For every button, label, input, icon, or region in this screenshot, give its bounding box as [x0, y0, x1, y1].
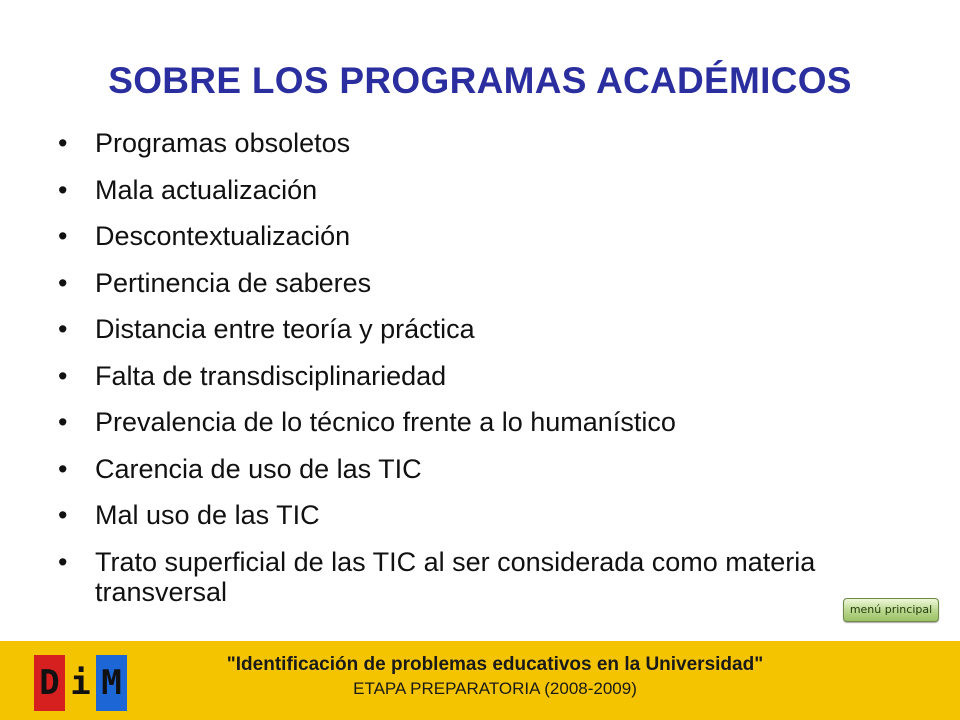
bullet-dot-icon: •	[58, 546, 68, 577]
bullet-dot-icon: •	[58, 360, 68, 391]
bullet-item	[58, 268, 938, 298]
bullet-text: Programas obsoletos	[95, 128, 351, 158]
bullet-text: Pertinencia de saberes	[95, 267, 372, 298]
bullet-text: Descontextualización	[95, 221, 351, 251]
bullet-text: Mala actualización	[95, 174, 318, 205]
bullet-list	[58, 128, 938, 623]
bullet-text: Prevalencia de lo técnico frente a lo humanístico	[95, 407, 676, 437]
bullet-text: Trato superficial de las TIC al ser considerada como materia transversal	[95, 546, 816, 607]
bullet-item	[58, 175, 938, 205]
bullet-dot-icon: •	[58, 453, 68, 484]
slide-title: SOBRE LOS PROGRAMAS ACADÉMICOS	[108, 60, 852, 101]
logo-letter-i: i	[65, 655, 96, 711]
bullet-item	[58, 500, 938, 530]
logo-letter-m: M	[96, 655, 127, 711]
bullet-text: Falta de transdisciplinariedad	[95, 360, 447, 391]
logo-letter-d: D	[34, 655, 65, 711]
bullet-dot-icon: •	[58, 267, 68, 298]
footer-project-title: "Identificación de problemas educativos en la Universidad"	[226, 654, 764, 675]
bullet-dot-icon: •	[58, 407, 68, 437]
bullet-item	[58, 407, 938, 437]
bullet-text: Mal uso de las TIC	[95, 500, 320, 530]
dim-logo	[34, 655, 127, 711]
bullet-item	[58, 314, 938, 344]
footer-stage-text: ETAPA PREPARATORIA (2008-2009)	[353, 679, 637, 698]
bullet-dot-icon: •	[58, 174, 68, 205]
bullet-text: Carencia de uso de las TIC	[95, 453, 422, 484]
bullet-text: Distancia entre teoría y práctica	[95, 314, 475, 344]
bullet-item	[58, 221, 938, 251]
bullet-item	[58, 128, 938, 158]
bullet-dot-icon: •	[58, 500, 68, 530]
bullet-dot-icon: •	[58, 221, 68, 251]
footer-bar	[0, 641, 960, 720]
bullet-item	[58, 547, 938, 607]
bullet-item	[58, 454, 938, 484]
bullet-item	[58, 361, 938, 391]
main-menu-button[interactable]: menú principal	[843, 598, 939, 622]
bullet-dot-icon: •	[58, 128, 68, 158]
bullet-dot-icon: •	[58, 314, 68, 344]
